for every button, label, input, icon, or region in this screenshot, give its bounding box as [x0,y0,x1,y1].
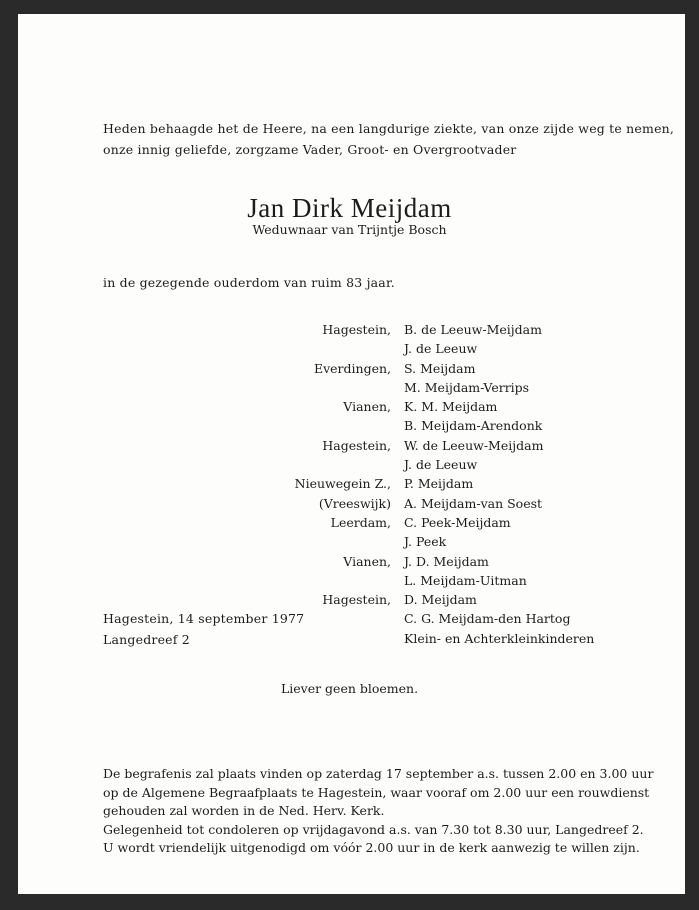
family-person: Klein- en Achterkleinkinderen [404,630,595,646]
family-person: J. D. Meijdam [404,553,489,569]
street-address: Langedreef 2 [103,632,190,647]
family-person: K. M. Meijdam [404,399,498,415]
family-row [0,476,699,495]
family-row [0,573,699,592]
family-place: Vianen, [343,553,391,569]
family-row [0,457,699,476]
border-top [0,0,699,14]
family-person: J. Peek [404,534,447,550]
intro-text [103,121,674,163]
family-row [0,496,699,515]
family-person: W. de Leeuw-Meijdam [404,437,544,453]
family-row [0,341,699,360]
family-row [0,322,699,341]
family-person: B. Meijdam-Arendonk [404,418,543,434]
family-person: S. Meijdam [404,360,476,376]
closing-line: U wordt vriendelijk uitgenodigd om vóór 2.00 uur in de kerk aanwezig te willen zijn. [103,840,640,856]
family-person: C. G. Meijdam-den Hartog [404,611,571,627]
family-row [0,534,699,553]
family-person: M. Meijdam-Verrips [404,379,530,395]
age-line: in de gezegende ouderdom van ruim 83 jaar. [103,275,395,290]
family-person: B. de Leeuw-Meijdam [404,322,542,337]
family-row [0,515,699,534]
deceased-name: Jan Dirk Meijdam [247,193,452,223]
family-place: Vianen, [343,399,391,415]
closing-line: op de Algemene Begraafplaats te Hagestein, waar vooraf om 2.00 uur een rouwdienst [103,784,650,800]
family-person: J. de Leeuw [404,457,478,473]
family-row [0,380,699,399]
family-place: Everdingen, [313,360,391,376]
family-person: A. Meijdam-van Soest [404,495,543,511]
family-place: Hagestein, [322,322,391,337]
flowers-note: Liever geen bloemen. [280,681,419,696]
family-person: D. Meijdam [404,592,477,608]
family-person: J. de Leeuw [404,341,478,357]
family-row [0,554,699,573]
family-person: P. Meijdam [404,476,474,492]
family-person: L. Meijdam-Uitman [404,572,527,588]
family-row [0,361,699,380]
family-row [0,399,699,418]
family-row [0,592,699,611]
family-row [0,438,699,457]
closing-line: De begrafenis zal plaats vinden op zaterdag 17 september a.s. tussen 2.00 en 3.00 uur [103,766,654,781]
family-place: Nieuwegein Z., [294,476,391,492]
closing-line: Gelegenheid tot condoleren op vrijdagavond a.s. van 7.30 tot 8.30 uur, Langedreef 2. [103,821,644,837]
family-row [0,418,699,437]
intro-line-1: Heden behaagde het de Heere, na een langdurige ziekte, van onze zijde weg te nemen, [103,121,675,136]
widower-line: Weduwnaar van Trijntje Bosch [252,222,447,237]
closing-line: gehouden zal worden in de Ned. Herv. Kerk. [103,803,385,819]
family-place: Hagestein, [322,437,391,453]
date-line: Hagestein, 14 september 1977 [103,611,305,626]
intro-line-2: onze innig geliefde, zorgzame Vader, Groot- en Overgrootvader [103,142,517,157]
family-place: (Vreeswijk) [318,495,391,511]
border-bottom [0,894,699,910]
family-place: Hagestein, [322,592,391,608]
family-list [0,322,699,650]
family-person: C. Peek-Meijdam [404,514,511,530]
family-place: Leerdam, [330,514,391,530]
closing-text [103,766,653,859]
